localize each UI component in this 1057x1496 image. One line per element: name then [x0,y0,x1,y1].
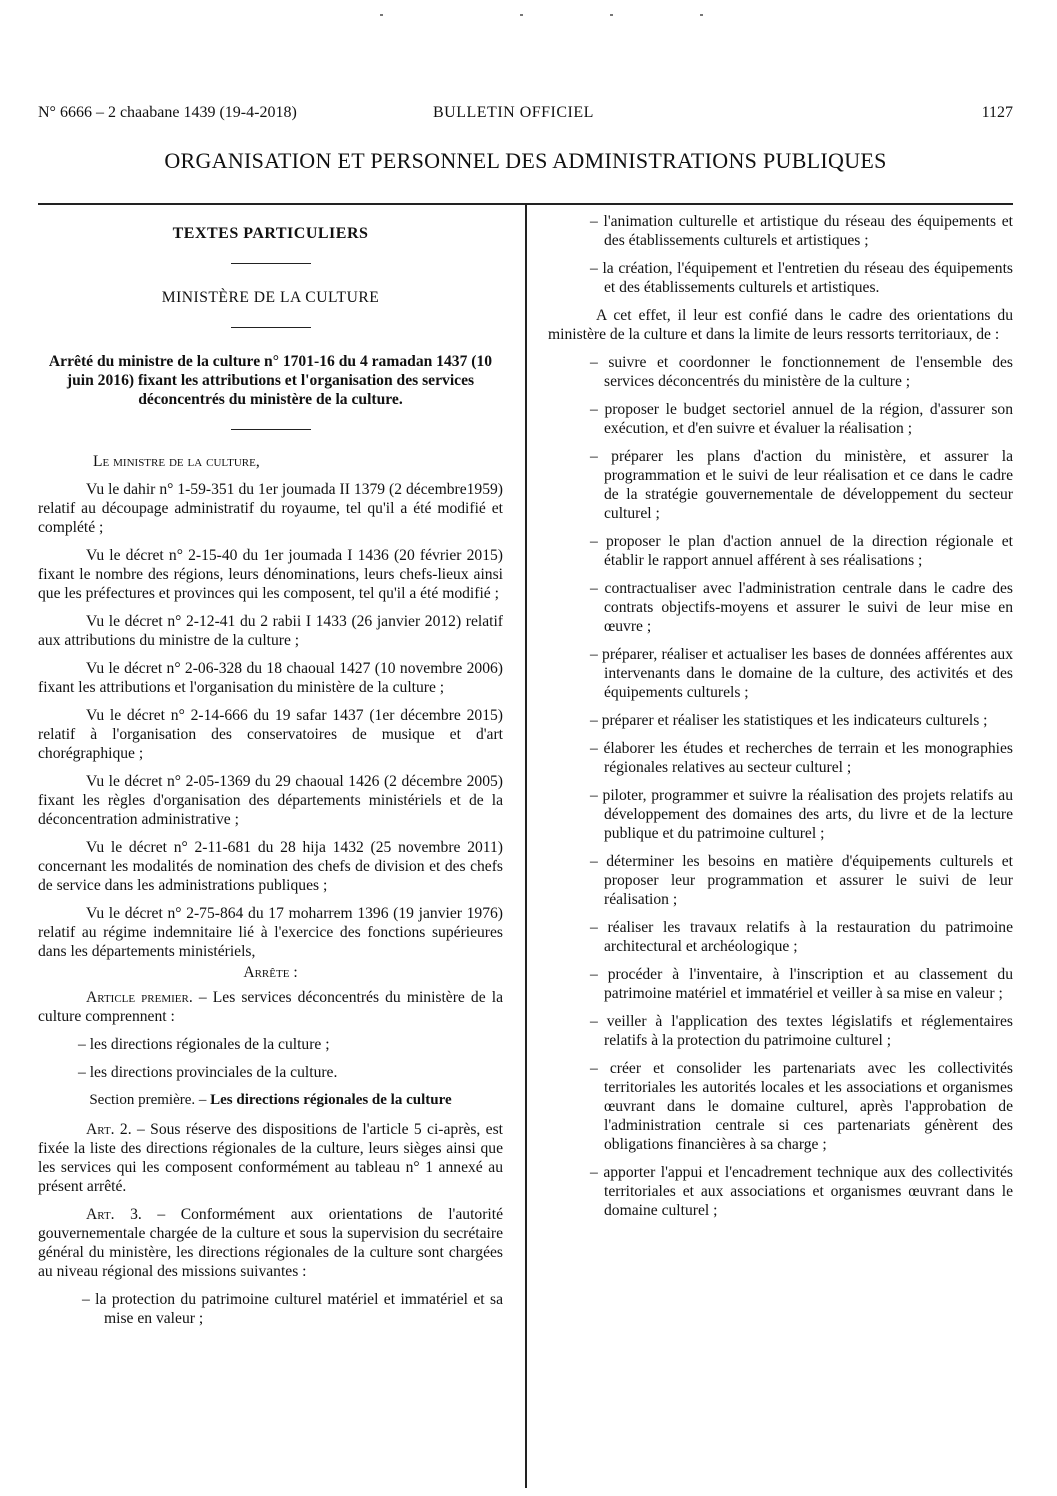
bulletin-name: BULLETIN OFFICIEL [433,104,594,121]
task-item: – réaliser les travaux relatifs à la restauration du patrimoine architectural et archéologique ; [590,919,1013,955]
section-title: TEXTES PARTICULIERS [172,225,369,242]
ministry-name: MINISTÈRE DE LA CULTURE [161,289,380,306]
task-item: – proposer le plan d'action annuel de la direction régionale et établir le rapport annuel afférent à ses réalisations ; [590,533,1013,569]
section-heading-title: Les directions régionales de la culture [210,1092,452,1108]
article-3 [38,1205,503,1281]
vu-paragraph: Vu le décret n° 2-06-328 du 18 chaoual 1427 (10 novembre 2006) fixant les attributions et l'organisation du ministère de la culture ; [38,660,503,696]
article-3-text: – Conformément aux orientations de l'autorité gouvernementale chargée de la culture et sous la supervision du secrétaire général du ministère, les directions régionales de la culture sont chargées au niveau régional des missions suivantes : [38,1206,503,1280]
article-1 [38,988,503,1026]
vu-paragraph: Vu le décret n° 2-12-41 du 2 rabii I 1433 (26 janvier 2012) relatif aux attributions du ministre de la culture ; [38,613,503,649]
page-number: 1127 [981,104,1013,121]
task-item: – déterminer les besoins en matière d'équipements culturels et proposer leur programmation et assurer le suivi de leur réalisation ; [590,853,1013,908]
mission-item: – l'animation culturelle et artistique du réseau des équipements et des établissements culturels et artistiques ; [590,213,1013,249]
list-item: – les directions provinciales de la culture. [78,1064,338,1081]
scan-speck [700,14,703,16]
list-item: – la protection du patrimoine culturel matériel et immatériel et sa mise en valeur ; [82,1291,503,1327]
task-item: – piloter, programmer et suivre la réalisation des projets relatifs au développement des domaines des arts, du livre et de la lecture publique et du patrimoine culturel ; [590,787,1013,842]
task-item: – veiller à l'application des textes législatifs et réglementaires relatifs à la protection du patrimoine culturel ; [590,1013,1013,1049]
vu-paragraph: Vu le décret n° 2-14-666 du 19 safar 1437 (1er décembre 2015) relatif à l'organisation des conservatoires de musique et d'art chorégraphique ; [38,707,503,762]
section-prefix: Section première. – [89,1092,211,1108]
article-2-text: – Sous réserve des dispositions de l'article 5 ci-après, est fixée la liste des directions régionales de la culture, leurs sièges ainsi que les services qui les composent conformément au tableau n° 1 annexé au présent arrêté. [38,1121,503,1195]
bulletin-issue: N° 6666 – 2 chaabane 1439 (19-4-2018) [38,104,297,121]
task-item: – apporter l'appui et l'encadrement technique aux des collectivités territoriales et aux associations et organismes œuvrant dans le domaine culturel ; [590,1164,1013,1219]
task-item: – procéder à l'inventaire, à l'inscription et au classement du patrimoine matériel et immatériel et veiller à sa mise en valeur ; [590,966,1013,1002]
column-separator [525,203,527,1488]
left-column [38,212,503,1337]
vu-paragraph: Vu le dahir n° 1-59-351 du 1er joumada II 1379 (2 décembre1959) relatif au découpage administratif du royaume, tel qu'il a été modifié et complété ; [38,481,503,536]
article-1-text: – Les services déconcentrés du ministère de la culture comprennent : [38,989,503,1025]
vu-paragraph: Vu le décret n° 2-05-1369 du 29 chaoual 1426 (2 décembre 2005) fixant les règles d'organisation des départements ministériels et de la déconcentration administrative ; [38,773,503,828]
short-rule [231,327,311,328]
minister-line: Le ministre de la culture, [93,453,260,470]
article-1-label: Article premier. [86,989,193,1006]
task-item: – préparer les plans d'action du ministère, et assurer la programmation et le suivi de leur réalisation et ce dans le cadre de la stratégie gouvernementale de développement du secteur culturel ; [590,448,1013,522]
mission-item: – la création, l'équipement et l'entretien du réseau des équipements et des établissements culturels et artistiques. [590,260,1013,296]
task-item: – créer et consolider les partenariats avec les collectivités territoriales les autorités locales et les associations et organismes œuvrant dans le domaine culturel, après l'approbation de l'administration centrale si ces partenariats génèrent des obligations financières à sa charge ; [590,1060,1013,1153]
right-column [548,212,1013,1229]
page-header [38,104,1013,126]
main-title: ORGANISATION ET PERSONNEL DES ADMINISTRATIONS PUBLIQUES [164,148,887,173]
intro-paragraph: A cet effet, il leur est confié dans le cadre des orientations du ministère de la culture et dans la limite de leurs ressorts territoriaux, de : [548,307,1013,343]
task-item: – élaborer les études et recherches de terrain et les monographies régionales relatives au secteur culturel ; [590,740,1013,776]
task-item: – préparer, réaliser et actualiser les bases de données afférentes aux intervenants dans le domaine de la culture, des activités et des équipements culturels ; [590,646,1013,701]
arrete-title: Arrêté du ministre de la culture n° 1701-16 du 4 ramadan 1437 (10 juin 2016) fixant les attributions et l'organisation des services déconcentrés du ministère de la culture. [48,353,493,408]
vu-paragraph: Vu le décret n° 2-15-40 du 1er joumada I 1436 (20 février 2015) fixant le nombre des régions, leurs dénominations, leurs chefs-lieux ainsi que les préfectures et provinces qui les composent, tel qu'il a été modifié ; [38,547,503,602]
article-2-label: Art. 2. [86,1121,132,1138]
article-2 [38,1120,503,1196]
task-item: – proposer le budget sectoriel annuel de la région, d'assurer son exécution, et d'en suivre et évaluer la réalisation ; [590,401,1013,437]
short-rule [231,429,311,430]
task-item: – suivre et coordonner le fonctionnement de l'ensemble des services déconcentrés du ministère de la culture ; [590,354,1013,390]
vu-paragraph: Vu le décret n° 2-75-864 du 17 moharrem 1396 (19 janvier 1976) relatif au régime indemnitaire lié à l'exercice des fonctions supérieures dans les départements ministériels, [38,905,503,960]
article-3-label: Art. 3. [86,1206,142,1223]
short-rule [231,263,311,264]
vu-paragraph: Vu le décret n° 2-11-681 du 28 hija 1432 (25 novembre 2011) concernant les modalités de nomination des chefs de division et des chefs de service dans les administrations publiques ; [38,839,503,894]
list-item: – les directions régionales de la culture ; [78,1036,330,1053]
task-item: – préparer et réaliser les statistiques et les indicateurs culturels ; [590,712,988,729]
task-item: – contractualiser avec l'administration centrale dans le cadre des contrats objectifs-moyens et assurer le suivi de leur mise en œuvre ; [590,580,1013,635]
scan-speck [520,14,523,16]
section-heading [38,1091,503,1110]
scan-speck [380,14,383,16]
arrete-word: Arrête : [243,964,298,981]
scan-speck [610,14,613,16]
